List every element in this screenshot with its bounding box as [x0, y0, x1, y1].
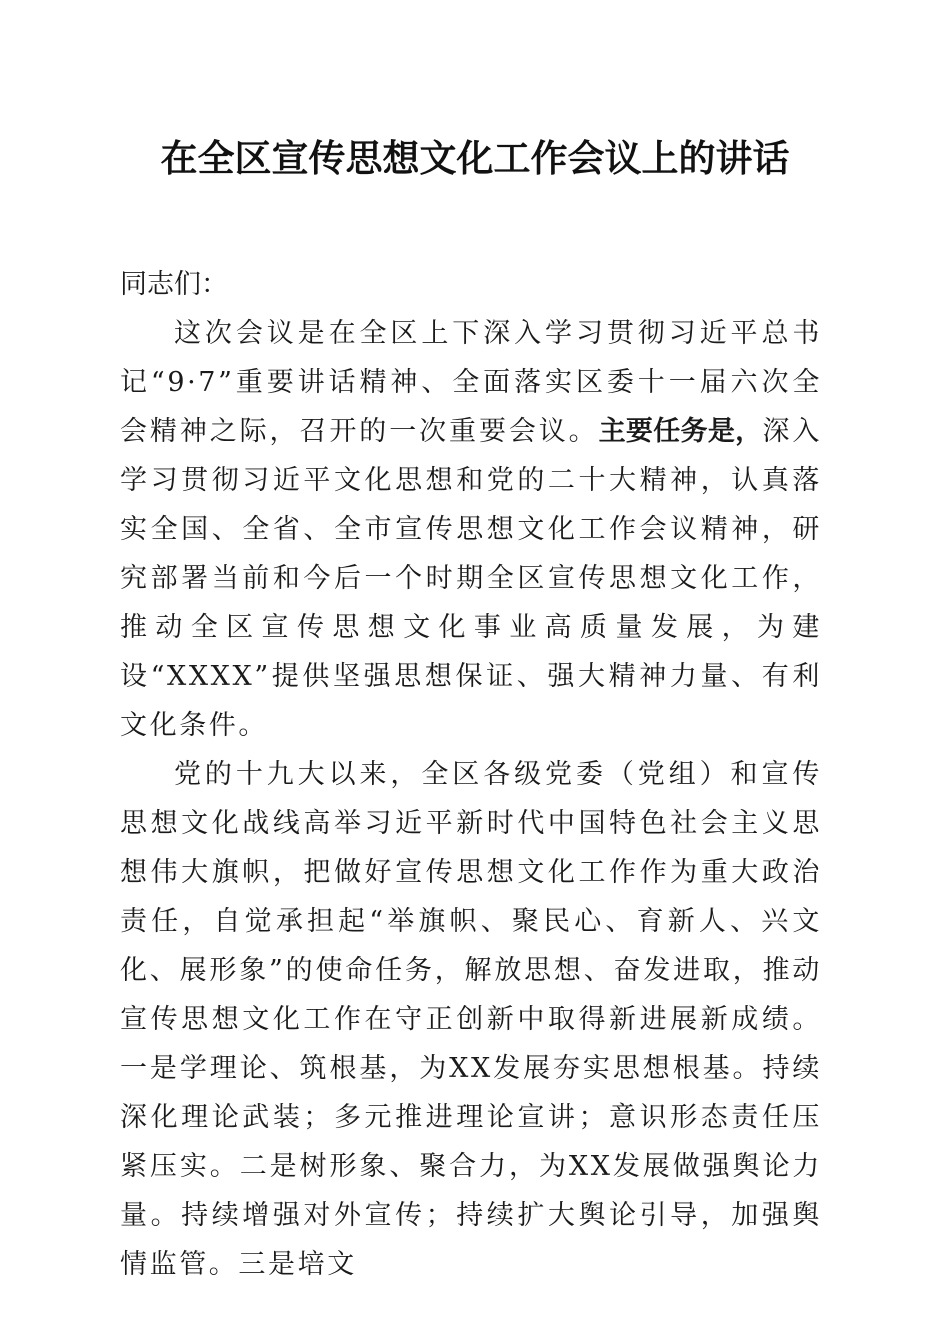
paragraph-2: 党的十九大以来，全区各级党委（党组）和宣传思想文化战线高举习近平新时代中国特色社会主义思想伟大旗帜，把做好宣传思想文化工作作为重大政治责任，自觉承担起“举旗帜、聚民心、育新人、兴文化、展形象”的使命任务，解放思想、奋发进取，推动宣传思想文化工作在守正创新中取得新进展新成绩。一是学理论、筑根基，为XX发展夯实思想根基。持续深化理论武装；多元推进理论宣讲；意识形态责任压紧压实。二是树形象、聚合力，为XX发展做强舆论力量。持续增强对外宣传；持续扩大舆论引导，加强舆情监管。三是培文 [120, 759, 822, 1280]
document-title: 在全区宣传思想文化工作会议上的讲话 [160, 136, 790, 180]
paragraph-1 [120, 309, 822, 750]
paragraph-1-lead: 这次会议是在全区上下深入学习贯彻习近平总书记“9·7”重要讲话精神、全面落实区委十一届六次全会精神之际，召开的一次重要会议。 [120, 318, 822, 447]
document-body [120, 260, 822, 1289]
salutation: 同志们： [120, 269, 228, 300]
paragraph-1-rest: 深入学习贯彻习近平文化思想和党的二十大精神，认真落实全国、全省、全市宣传思想文化工作会议精神，研究部署当前和今后一个时期全区宣传思想文化工作，推动全区宣传思想文化事业高质量发展，为建设“XXXX”提供坚强思想保证、强大精神力量、有利文化条件。 [120, 416, 822, 741]
paragraph-1-emphasis: 主要任务是， [598, 416, 763, 447]
